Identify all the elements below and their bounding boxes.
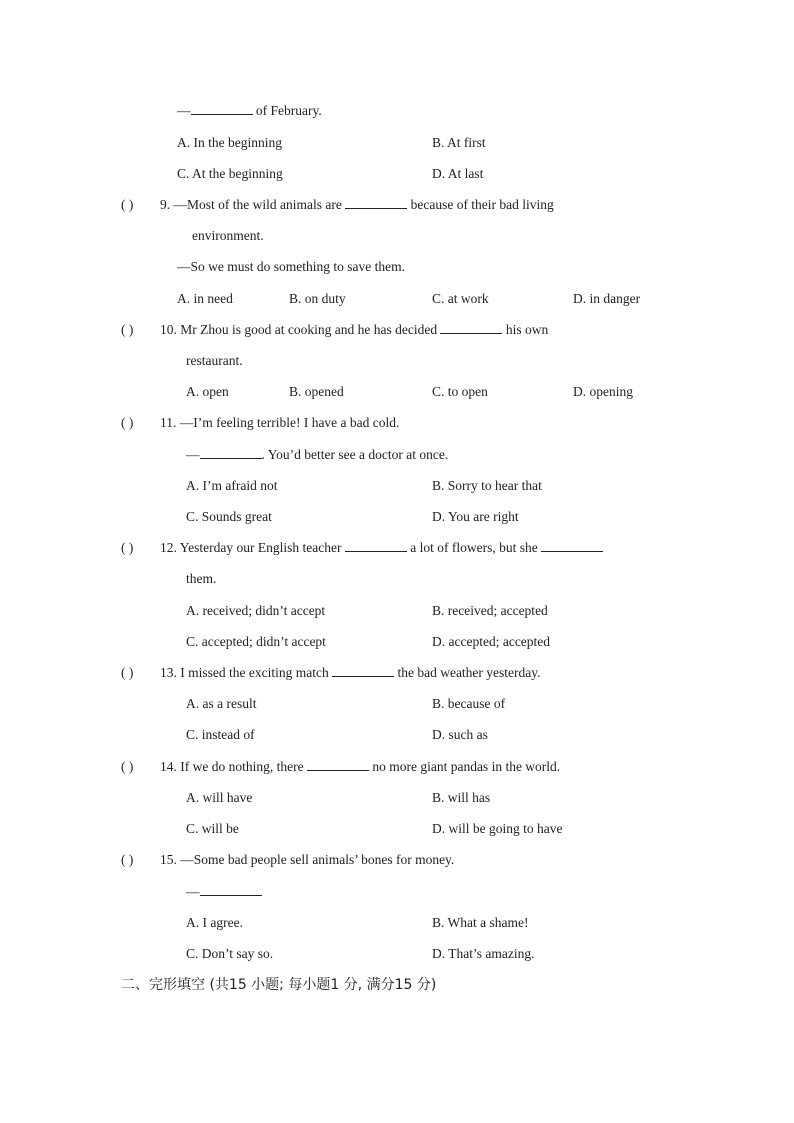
answer-blank[interactable] [191, 102, 253, 115]
answer-blank[interactable] [345, 539, 407, 552]
q10-stem: 10. Mr Zhou is good at cooking and he has decided his own [160, 322, 549, 337]
q11-option-b[interactable]: B. Sorry to hear that [432, 478, 542, 493]
q15-option-b[interactable]: B. What a shame! [432, 915, 529, 930]
q11-option-d[interactable]: D. You are right [432, 509, 519, 524]
q9-answer-paren[interactable]: ( ) [121, 197, 134, 212]
q14-option-d[interactable]: D. will be going to have [432, 821, 563, 836]
q12-option-c[interactable]: C. accepted; didn’t accept [186, 634, 326, 649]
answer-blank[interactable] [200, 446, 262, 459]
q8-option-b[interactable]: B. At first [432, 135, 486, 150]
answer-blank[interactable] [332, 664, 394, 677]
q11-option-c[interactable]: C. Sounds great [186, 509, 272, 524]
answer-blank[interactable] [200, 883, 262, 896]
answer-blank[interactable] [345, 196, 407, 209]
q15-option-d[interactable]: D. That’s amazing. [432, 946, 535, 961]
q9-stem-continuation: environment. [192, 228, 264, 243]
q14-option-c[interactable]: C. will be [186, 821, 239, 836]
q9-option-a[interactable]: A. in need [177, 291, 233, 306]
q9-option-c[interactable]: C. at work [432, 291, 489, 306]
q14-stem: 14. If we do nothing, there no more giant pandas in the world. [160, 759, 561, 774]
q11-answer-paren[interactable]: ( ) [121, 415, 134, 430]
answer-blank[interactable] [307, 758, 369, 771]
q10-option-d[interactable]: D. opening [573, 384, 633, 399]
q9-reply: —So we must do something to save them. [177, 259, 405, 274]
answer-blank[interactable] [440, 321, 502, 334]
q11-stem: 11. —I’m feeling terrible! I have a bad cold. [160, 415, 400, 430]
q8-option-d[interactable]: D. At last [432, 166, 484, 181]
q12-answer-paren[interactable]: ( ) [121, 540, 134, 555]
q8-option-c[interactable]: C. At the beginning [177, 166, 283, 181]
q14-option-a[interactable]: A. will have [186, 790, 253, 805]
q13-option-c[interactable]: C. instead of [186, 727, 255, 742]
q14-answer-paren[interactable]: ( ) [121, 759, 134, 774]
q13-option-b[interactable]: B. because of [432, 696, 506, 711]
q12-option-a[interactable]: A. received; didn’t accept [186, 603, 326, 618]
q12-option-b[interactable]: B. received; accepted [432, 603, 548, 618]
q9-option-b[interactable]: B. on duty [289, 291, 346, 306]
q10-option-a[interactable]: A. open [186, 384, 229, 399]
q11-reply: — . You’d better see a doctor at once. [186, 447, 449, 462]
q12-option-d[interactable]: D. accepted; accepted [432, 634, 551, 649]
q8-option-a[interactable]: A. In the beginning [177, 135, 282, 150]
q10-stem-continuation: restaurant. [186, 353, 243, 368]
q10-answer-paren[interactable]: ( ) [121, 322, 134, 337]
q15-stem: 15. —Some bad people sell animals’ bones for money. [160, 852, 455, 867]
q15-option-c[interactable]: C. Don’t say so. [186, 946, 274, 961]
q12-stem-continuation: them. [186, 571, 217, 586]
q12-stem: 12. Yesterday our English teacher a lot of flowers, but she [160, 539, 603, 557]
section-2-title: 二、完形填空 (共15 小题; 每小题1 分, 满分15 分) [121, 977, 437, 993]
q13-answer-paren[interactable]: ( ) [121, 665, 134, 680]
q14-option-b[interactable]: B. will has [432, 790, 491, 805]
q15-reply: — [186, 883, 262, 901]
q13-option-a[interactable]: A. as a result [186, 696, 257, 711]
q9-option-d[interactable]: D. in danger [573, 291, 641, 306]
q13-option-d[interactable]: D. such as [432, 727, 488, 742]
q15-answer-paren[interactable]: ( ) [121, 852, 134, 867]
q10-option-c[interactable]: C. to open [432, 384, 488, 399]
q11-option-a[interactable]: A. I’m afraid not [186, 478, 278, 493]
q10-option-b[interactable]: B. opened [289, 384, 344, 399]
q9-stem: 9. —Most of the wild animals are because of their bad living [160, 197, 554, 212]
q15-option-a[interactable]: A. I agree. [186, 915, 243, 930]
q8-answer-line: — of February. [177, 103, 322, 118]
answer-blank[interactable] [541, 539, 603, 552]
q13-stem: 13. I missed the exciting match the bad weather yesterday. [160, 665, 541, 680]
